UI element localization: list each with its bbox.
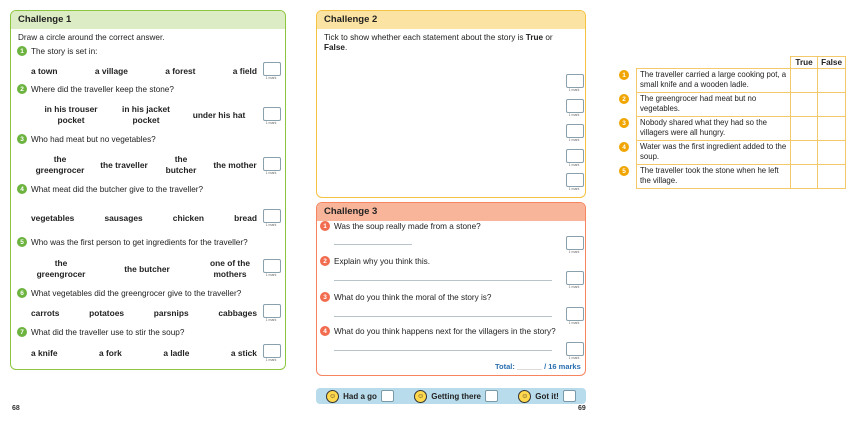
mark-box[interactable] xyxy=(566,149,584,163)
mark-box[interactable] xyxy=(263,304,281,318)
question-number: 3 xyxy=(320,292,330,302)
option[interactable]: a knife xyxy=(31,348,58,358)
total-blank[interactable]: ______ xyxy=(516,362,542,371)
option[interactable]: potatoes xyxy=(89,308,125,318)
question-text: Who was the first person to get ingredients for the traveller? xyxy=(31,237,248,247)
question-4 xyxy=(17,184,203,194)
statement-text: The greengrocer had meat but no vegetables. xyxy=(637,93,791,117)
mark-label: 1 mark xyxy=(265,223,277,227)
option[interactable]: carrots xyxy=(31,308,60,318)
option[interactable]: vegetables xyxy=(31,213,75,223)
left-page xyxy=(0,0,300,423)
mark-box[interactable] xyxy=(566,124,584,138)
option[interactable]: the butcher xyxy=(165,154,197,175)
option[interactable]: a field xyxy=(232,66,257,76)
true-cell[interactable] xyxy=(791,93,818,117)
page-number-left: 68 xyxy=(12,405,20,412)
mark-box[interactable] xyxy=(566,342,584,356)
question-number: 3 xyxy=(17,134,27,144)
question-text: What vegetables did the greengrocer give to the traveller? xyxy=(31,288,242,298)
option[interactable]: chicken xyxy=(172,213,204,223)
option[interactable]: sausages xyxy=(104,213,143,223)
true-cell[interactable] xyxy=(791,117,818,141)
statement-number: 2 xyxy=(619,94,629,104)
answer-line[interactable] xyxy=(334,350,552,351)
question-number: 4 xyxy=(17,184,27,194)
mark-label: 1 mark xyxy=(265,318,277,322)
question-text: The story is set in: xyxy=(31,46,98,56)
rating-got-it[interactable] xyxy=(518,390,576,403)
option[interactable]: one of the mothers xyxy=(209,258,250,279)
options-3 xyxy=(31,154,257,176)
statement-text: Water was the first ingredient added to the soup. xyxy=(637,141,791,165)
question-number: 1 xyxy=(320,221,330,231)
mark-box[interactable] xyxy=(566,173,584,187)
option[interactable]: a fork xyxy=(99,348,122,358)
false-cell[interactable] xyxy=(818,141,846,165)
true-cell[interactable] xyxy=(791,141,818,165)
question-number: 1 xyxy=(17,46,27,56)
table-row xyxy=(616,117,846,141)
answer-line[interactable] xyxy=(334,280,552,281)
option[interactable]: the greengrocer xyxy=(35,154,85,175)
options-2 xyxy=(31,104,257,126)
options-1 xyxy=(31,66,257,77)
statement-number: 4 xyxy=(619,142,629,152)
options-4 xyxy=(31,213,257,224)
option[interactable]: in his jacket pocket xyxy=(122,104,170,125)
question-number: 2 xyxy=(320,256,330,266)
mark-label: 1 mark xyxy=(568,113,580,117)
answer-line[interactable] xyxy=(334,244,412,245)
challenge-3-title: Challenge 3 xyxy=(324,206,378,217)
mark-label: 1 mark xyxy=(568,163,580,167)
question-number: 4 xyxy=(320,326,330,336)
instruction-end: . xyxy=(344,43,348,52)
false-cell[interactable] xyxy=(818,93,846,117)
question-text: What meat did the butcher give to the traveller? xyxy=(31,184,204,194)
c3-question-1 xyxy=(320,221,481,231)
rating-checkbox[interactable] xyxy=(381,390,394,402)
rating-label: Had a go xyxy=(343,391,377,401)
option[interactable]: the greengrocer xyxy=(36,258,86,279)
options-7 xyxy=(31,348,257,359)
smiley-icon: ☺ xyxy=(414,390,427,403)
question-7 xyxy=(17,327,184,337)
statement-number: 3 xyxy=(619,118,629,128)
rating-label: Getting there xyxy=(431,391,481,401)
mark-box[interactable] xyxy=(263,107,281,121)
question-number: 5 xyxy=(17,237,27,247)
mark-label: 1 mark xyxy=(568,356,580,360)
true-false-table xyxy=(616,56,846,189)
mark-box[interactable] xyxy=(263,209,281,223)
true-cell[interactable] xyxy=(791,165,818,189)
option[interactable]: the mother xyxy=(213,159,257,170)
true-word: True xyxy=(525,33,544,42)
option[interactable]: a village xyxy=(94,66,128,76)
mark-box[interactable] xyxy=(263,259,281,273)
instruction-text: Tick to show whether each statement about the story is xyxy=(324,33,526,42)
rating-had-a-go[interactable] xyxy=(326,390,394,403)
rating-label: Got it! xyxy=(535,391,559,401)
mark-label: 1 mark xyxy=(568,285,580,289)
challenge-2-instruction xyxy=(324,33,564,53)
self-assessment-bar xyxy=(316,388,586,404)
question-text: What do you think the moral of the story is? xyxy=(334,292,492,302)
mark-box[interactable] xyxy=(566,271,584,285)
statement-text: The traveller took the stone when he left the village. xyxy=(637,165,791,189)
challenge-2-panel xyxy=(316,10,586,198)
question-text: What did the traveller use to stir the soup? xyxy=(31,327,185,337)
false-word: False xyxy=(324,43,345,52)
mark-box[interactable] xyxy=(566,307,584,321)
table-row xyxy=(616,69,846,93)
col-false: False xyxy=(818,57,846,69)
table-row xyxy=(616,141,846,165)
question-text: What do you think happens next for the villagers in the story? xyxy=(334,326,556,336)
false-cell[interactable] xyxy=(818,165,846,189)
rating-checkbox[interactable] xyxy=(563,390,576,402)
total-label: Total: xyxy=(495,362,515,371)
option[interactable]: the butcher xyxy=(124,263,170,274)
question-2 xyxy=(17,84,174,94)
question-number: 2 xyxy=(17,84,27,94)
option[interactable]: a stick xyxy=(230,348,257,358)
statement-number: 1 xyxy=(619,70,629,80)
question-text: Where did the traveller keep the stone? xyxy=(31,84,174,94)
challenge-1-header xyxy=(11,11,285,29)
question-3 xyxy=(17,134,156,144)
question-text: Who had meat but no vegetables? xyxy=(31,134,156,144)
mark-label: 1 mark xyxy=(265,358,277,362)
mark-label: 1 mark xyxy=(265,171,277,175)
challenge-2-title: Challenge 2 xyxy=(324,14,378,25)
question-number: 7 xyxy=(17,327,27,337)
mark-label: 1 mark xyxy=(265,76,277,80)
table-row xyxy=(616,93,846,117)
right-page xyxy=(300,0,842,423)
mark-label: 1 mark xyxy=(568,138,580,142)
c3-question-2 xyxy=(320,256,430,266)
option[interactable]: parsnips xyxy=(153,308,189,318)
false-cell[interactable] xyxy=(818,117,846,141)
question-6 xyxy=(17,288,241,298)
challenge-1-title: Challenge 1 xyxy=(18,14,72,25)
challenge-3-header xyxy=(317,203,585,221)
option[interactable]: the traveller xyxy=(100,159,148,170)
mark-box[interactable] xyxy=(566,74,584,88)
or-word: or xyxy=(543,33,553,42)
c3-question-4 xyxy=(320,326,556,336)
page-number-right: 69 xyxy=(578,405,586,412)
option[interactable]: a forest xyxy=(165,66,196,76)
question-1 xyxy=(17,46,97,56)
question-number: 6 xyxy=(17,288,27,298)
statement-text: The traveller carried a large cooking pot, a small knife and a wooden ladle. xyxy=(637,69,791,93)
challenge-1-panel xyxy=(10,10,286,370)
mark-label: 1 mark xyxy=(568,88,580,92)
question-text: Was the soup really made from a stone? xyxy=(334,221,481,231)
table-header-row xyxy=(616,57,846,69)
smiley-icon: ☺ xyxy=(326,390,339,403)
option[interactable]: bread xyxy=(234,213,257,223)
option[interactable]: under his hat xyxy=(192,109,246,120)
option[interactable]: in his trouser pocket xyxy=(44,104,98,125)
options-6 xyxy=(31,308,257,319)
instruction-text: Draw a circle around the correct answer. xyxy=(18,33,165,42)
mark-box[interactable] xyxy=(566,99,584,113)
mark-label: 1 mark xyxy=(568,187,580,191)
mark-label: 1 mark xyxy=(265,273,277,277)
total-score xyxy=(495,362,581,371)
question-text: Explain why you think this. xyxy=(334,256,431,266)
mark-label: 1 mark xyxy=(265,121,277,125)
statement-text: Nobody shared what they had so the villagers were all hungry. xyxy=(637,117,791,141)
question-5 xyxy=(17,237,248,247)
true-cell[interactable] xyxy=(791,69,818,93)
false-cell[interactable] xyxy=(818,69,846,93)
smiley-icon: ☺ xyxy=(518,390,531,403)
mark-label: 1 mark xyxy=(568,250,580,254)
rating-checkbox[interactable] xyxy=(485,390,498,402)
mark-box[interactable] xyxy=(263,62,281,76)
rating-getting-there[interactable] xyxy=(414,390,498,403)
option[interactable]: a town xyxy=(31,66,58,76)
statement-number: 5 xyxy=(619,166,629,176)
total-value: / 16 marks xyxy=(544,362,581,371)
answer-line[interactable] xyxy=(334,316,552,317)
mark-box[interactable] xyxy=(566,236,584,250)
options-5 xyxy=(31,258,257,280)
c3-question-3 xyxy=(320,292,491,302)
mark-label: 1 mark xyxy=(568,321,580,325)
challenge-2-header xyxy=(317,11,585,29)
table-row xyxy=(616,165,846,189)
option[interactable]: a ladle xyxy=(163,348,190,358)
col-true: True xyxy=(791,57,818,69)
option[interactable]: cabbages xyxy=(218,308,257,318)
mark-box[interactable] xyxy=(263,157,281,171)
mark-box[interactable] xyxy=(263,344,281,358)
